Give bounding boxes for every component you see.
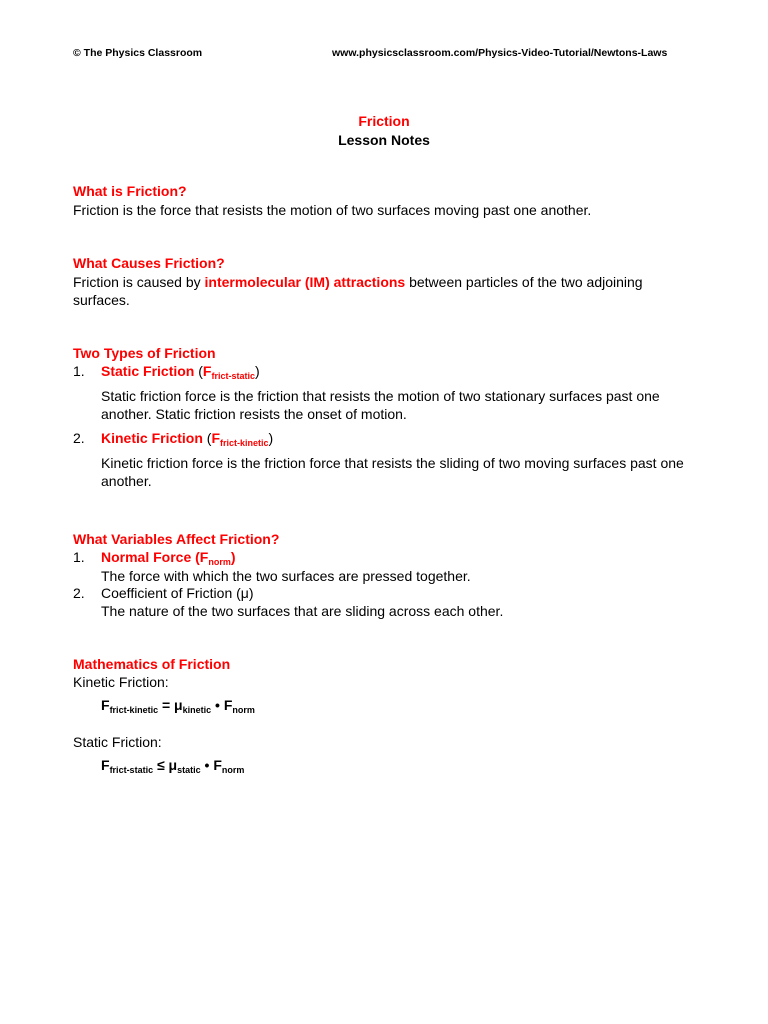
causes-heading: What Causes Friction?: [73, 255, 225, 271]
type-2-number: 2.: [73, 430, 85, 446]
math-heading: Mathematics of Friction: [73, 656, 231, 672]
kinetic-label: Kinetic Friction:: [73, 674, 169, 690]
variable-2-description: The nature of the two surfaces that are sliding across each other.: [101, 603, 504, 619]
causes-body: [73, 273, 693, 309]
variable-1-number: 1.: [73, 549, 85, 565]
header-copyright: © The Physics Classroom: [73, 47, 203, 59]
type-1-symbol: $F_{frict-static}$: [202, 363, 255, 381]
page-title: Friction: [358, 113, 410, 129]
variable-1-description: The force with which the two surfaces are pressed together.: [101, 568, 471, 584]
title-block: [0, 112, 768, 150]
type-2-name: Kinetic Friction: [101, 430, 203, 446]
what-is-heading: What is Friction?: [73, 183, 187, 199]
type-2-title: Kinetic Friction $(F_{frict-kinetic})$: [101, 430, 274, 448]
type-2-description: Kinetic friction force is the friction force that resists the sliding of two moving surfaces past one another.: [101, 455, 684, 489]
type-1-description: Static friction force is the friction that resists the motion of two stationary surfaces past one another. Static friction resists the onset of motion.: [101, 388, 660, 422]
causes-body-pre: Friction is caused by: [73, 274, 205, 290]
variable-2-name: Coefficient of Friction (μ): [101, 585, 254, 601]
header-url: www.physicsclassroom.com/Physics-Video-Tutorial/Newtons-Laws: [332, 47, 668, 59]
variables-heading: What Variables Affect Friction?: [73, 531, 280, 547]
type-2-symbol: $F_{frict-kinetic}$: [211, 430, 269, 448]
type-1-title: Static Friction $(F_{frict-static})$: [101, 363, 260, 381]
type-1-name: Static Friction: [101, 363, 195, 379]
page-subtitle: Lesson Notes: [338, 132, 430, 148]
variable-1-name: Normal Force $(F_{norm})$: [101, 549, 236, 567]
causes-highlight: intermolecular (IM) attractions: [204, 274, 406, 290]
static-formula: $F_{frict-static} \le \mu_{static}$ • $F_{norm}$: [101, 757, 245, 775]
variable-2-number: 2.: [73, 585, 85, 601]
what-is-body: Friction is the force that resists the motion of two surfaces moving past one another.: [73, 202, 592, 218]
causes-body-post: between particles of the two adjoining surfaces.: [73, 274, 643, 308]
kinetic-formula: $F_{frict-kinetic} = \mu_{kinetic}$ • $F_{norm}$: [101, 697, 255, 715]
static-label: Static Friction:: [73, 734, 162, 750]
types-heading: Two Types of Friction: [73, 345, 216, 361]
type-1-number: 1.: [73, 363, 85, 379]
